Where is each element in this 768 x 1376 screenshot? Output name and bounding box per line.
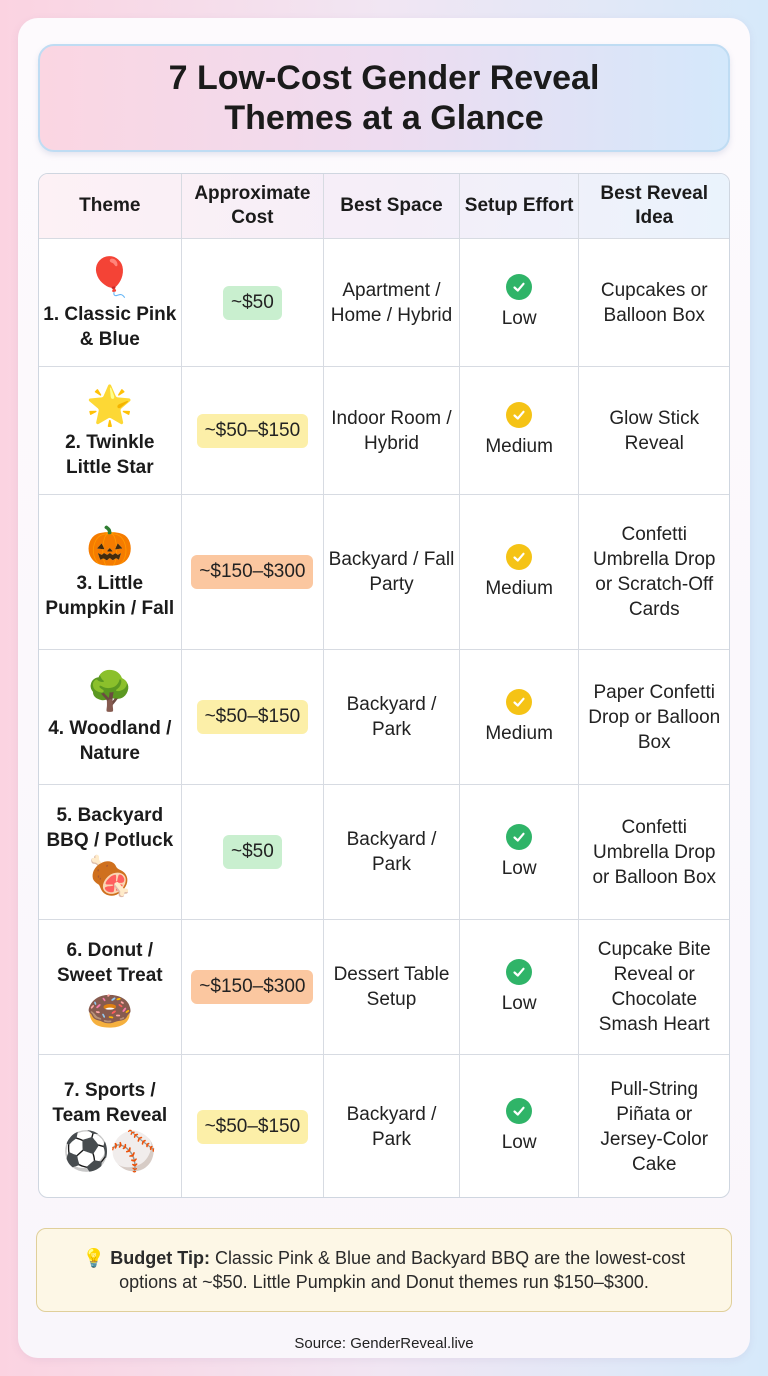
theme-name: 2. Twinkle Little Star [65,431,155,478]
cost-cell [182,239,325,366]
space-cell: Backyard / Park [324,650,460,784]
space-cell: Backyard / Fall Party [324,495,460,649]
cost-cell [182,650,325,784]
space-cell: Dessert Table Setup [324,920,460,1054]
table-row [39,650,729,785]
title-banner [38,44,730,152]
tree-icon: 🌳 [86,671,134,713]
effort-cell [460,920,580,1054]
check-icon [506,274,532,300]
table-row [39,785,729,920]
theme-cell [39,920,182,1054]
reveal-cell: Glow Stick Reveal [609,407,700,454]
reveal-cell: Paper Confetti Drop or Balloon Box [588,681,721,753]
check-icon [506,544,532,570]
theme-name: 4. Woodland / Nature [48,718,172,764]
effort-label: Medium [485,722,553,744]
header-effort: Setup Effort [460,174,580,238]
tip-text: Classic Pink & Blue and Backyard BBQ are the lowest-cost options at ~$50. Little Pumpkin and Donut themes run $150–$300. [119,1248,686,1292]
table-row [39,920,729,1055]
space-cell: Backyard / Park [324,1055,460,1198]
balloons-icon: 🎈 [86,256,134,299]
check-icon [506,959,532,985]
table-row [39,495,729,650]
effort-cell [460,785,580,919]
effort-label: Low [501,992,537,1014]
header-theme: Theme [39,174,182,238]
effort-label: Medium [485,436,553,457]
cost-cell [182,495,325,649]
reveal-cell: Confetti Umbrella Drop or Scratch-Off Cards [592,524,716,620]
table-row [39,367,729,495]
cost-cell [182,920,325,1054]
page-title: 7 Low-Cost Gender Reveal Themes at a Glance [168,59,600,137]
cost-badge: ~$50–$150 [197,700,309,734]
header-space: Best Space [324,174,460,238]
check-icon [506,402,532,428]
reveal-cell: Cupcake Bite Reveal or Chocolate Smash Heart [597,939,711,1035]
grill-icon: 🍖 [86,856,134,898]
check-icon [506,1098,532,1124]
effort-label: Low [501,308,537,329]
effort-label: Low [501,1132,537,1153]
space-cell: Backyard / Park [324,785,460,919]
theme-cell [39,367,182,494]
table-row [39,1055,729,1198]
theme-name: 1. Classic Pink & Blue [43,303,177,350]
source-credit: Source: GenderReveal.live [294,1335,474,1352]
cost-cell [182,367,325,494]
space-cell: Apartment / Home / Hybrid [324,239,460,366]
lightbulb-icon: 💡 [82,1248,106,1268]
reveal-cell: Pull-String Piñata or Jersey-Color Cake [600,1078,709,1175]
budget-tip-box [36,1228,732,1312]
theme-name: 3. Little Pumpkin / Fall [45,573,175,619]
effort-cell [460,239,580,366]
theme-cell [39,785,182,919]
cost-badge: ~$50 [223,835,282,869]
themes-table [38,173,730,1198]
effort-cell [460,367,580,494]
reveal-cell: Confetti Umbrella Drop or Balloon Box [592,816,717,888]
effort-cell [460,495,580,649]
sports-balls-icon: ⚽⚾ [62,1130,158,1173]
header-reveal: Best Reveal Idea [600,183,709,228]
cost-badge: ~$50 [223,286,282,320]
effort-label: Medium [485,577,553,599]
effort-cell [460,1055,580,1198]
cost-cell [182,1055,325,1198]
table-header-row [39,174,729,239]
star-icon: 🌟 [86,384,134,427]
reveal-cell: Cupcakes or Balloon Box [600,279,708,326]
donut-icon: 🍩 [86,991,134,1033]
effort-label: Low [501,857,537,879]
tip-label: Budget Tip: [110,1248,210,1268]
cost-badge: ~$50–$150 [197,1110,309,1144]
pumpkin-icon: 🎃 [86,526,134,568]
cost-badge: ~$150–$300 [191,970,313,1004]
check-icon [506,824,532,850]
theme-name: 7. Sports / Team Reveal [52,1079,168,1126]
space-cell: Indoor Room / Hybrid [324,367,460,494]
theme-cell [39,239,182,366]
theme-cell [39,650,182,784]
theme-name: 5. Backyard BBQ / Potluck [46,805,174,851]
effort-cell [460,650,580,784]
header-cost: Approximate Cost [182,174,325,238]
cost-badge: ~$150–$300 [191,555,313,589]
table-row [39,239,729,367]
check-icon [506,689,532,715]
theme-name: 6. Donut / Sweet Treat [56,940,163,986]
cost-badge: ~$50–$150 [197,414,309,448]
cost-cell [182,785,325,919]
theme-cell [39,495,182,649]
theme-cell [39,1055,182,1198]
